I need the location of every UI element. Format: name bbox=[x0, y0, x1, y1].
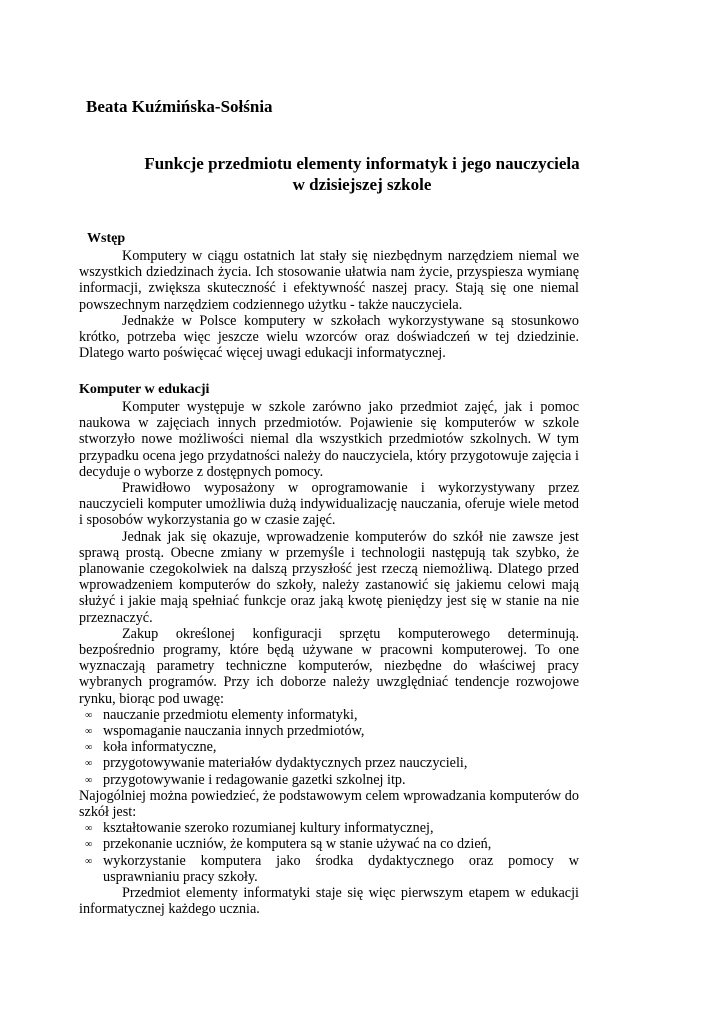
list-item: ∞ przygotowywanie materiałów dydaktycznych przez nauczycieli, bbox=[85, 755, 468, 772]
section-paragraph-2: Prawidłowo wyposażony w oprogramowanie i wykorzystywany przez nauczycieli komputer umożliwia dużą indywidualizację nauczania, oferuje wiele metod i sposobów wykorzystania go w czasie zajęć. bbox=[79, 480, 579, 529]
document-title-line-2: w dzisiejszej szkole bbox=[292, 175, 432, 194]
list-item: ∞ wykorzystanie komputera jako środka dydaktycznego oraz pomocy w usprawnianiu pracy szkoły. bbox=[85, 852, 579, 885]
section-paragraph-1: Komputer występuje w szkole zarówno jako przedmiot zajęć, jak i pomoc naukowa w zajęciach innych przedmiotów. Pojawienie się komputerów w szkole stworzyło nowe możliwości niemal dla wszystkich przedmiotów szkolnych. W tym przypadku ocena jego przydatności należy do nauczyciela, który przygotowuje zajęcia i decyduje o wyborze z dostępnych pomocy. bbox=[79, 399, 579, 480]
author-name: Beata Kuźmińska-Sołśnia bbox=[86, 97, 273, 116]
list-item: ∞ koła informatyczne, bbox=[85, 739, 217, 756]
section-paragraph-5: Najogólniej można powiedzieć, że podstawowym celem wprowadzania komputerów do szkół jest: bbox=[79, 787, 579, 821]
intro-heading: Wstęp bbox=[87, 231, 126, 246]
infinity-bullet-icon: ∞ bbox=[85, 774, 93, 786]
infinity-bullet-icon: ∞ bbox=[85, 726, 93, 738]
infinity-bullet-icon: ∞ bbox=[85, 742, 93, 754]
list-item: ∞ przygotowywanie i redagowanie gazetki szkolnej itp. bbox=[85, 771, 406, 788]
section-heading: Komputer w edukacji bbox=[79, 382, 210, 397]
infinity-bullet-icon: ∞ bbox=[85, 839, 93, 851]
considerations-list bbox=[79, 707, 579, 788]
section-body bbox=[79, 399, 579, 918]
infinity-bullet-icon: ∞ bbox=[85, 758, 93, 770]
intro-body bbox=[79, 248, 579, 361]
intro-paragraph-2: Jednakże w Polsce komputery w szkołach wykorzystywane są stosunkowo krótko, potrzeba więc jeszcze wielu wzorców oraz doświadczeń w tej dziedzinie. Dlatego warto poświęcać więcej uwagi edukacji informatycznej. bbox=[79, 312, 579, 362]
goals-list bbox=[79, 820, 579, 885]
list-item: ∞ przekonanie uczniów, że komputera są w stanie używać na co dzień, bbox=[85, 836, 492, 853]
infinity-bullet-icon: ∞ bbox=[85, 823, 93, 835]
intro-paragraph-1: Komputery w ciągu ostatnich lat stały się niezbędnym narzędziem niemal we wszystkich dziedzinach życia. Ich stosowanie ułatwia nam życie, przyspiesza wymianę informacji, zwiększa skuteczność i efektywność naszej pracy. Stają się one niemal powszechnym narzędziem codziennego użytku - także nauczyciela. bbox=[79, 248, 579, 313]
infinity-bullet-icon: ∞ bbox=[85, 709, 93, 721]
list-item: ∞ kształtowanie szeroko rozumianej kultury informatycznej, bbox=[85, 820, 434, 837]
section-paragraph-6: Przedmiot elementy informatyki staje się więc pierwszym etapem w edukacji informatycznej każdego ucznia. bbox=[79, 885, 579, 918]
list-item: ∞ nauczanie przedmiotu elementy informatyki, bbox=[85, 706, 358, 723]
section-paragraph-3: Jednak jak się okazuje, wprowadzenie komputerów do szkół nie zawsze jest sprawą prostą. Obecne zmiany w przemyśle i technologii następują tak szybko, że planowanie czegokolwiek na dalszą przyszłość jest rzeczą niemożliwą. Dlatego przed wprowadzeniem komputerów do szkoły, należy zastanowić się jakiemu celowi mają służyć i jakie mają spełniać funkcje oraz jaką kwotę pieniędzy jest się w stanie na nie przeznaczyć. bbox=[79, 528, 579, 626]
document-title-line-1: Funkcje przedmiotu elementy informatyk i jego nauczyciela bbox=[144, 154, 580, 173]
list-item: ∞ wspomaganie nauczania innych przedmiotów, bbox=[85, 723, 365, 740]
infinity-bullet-icon: ∞ bbox=[85, 855, 93, 867]
section-paragraph-4: Zakup określonej konfiguracji sprzętu komputerowego determinują. bezpośrednio programy, które będą używane w pracowni komputerowej. To one wyznaczają parametry techniczne komputerów, niezbędne do właściwej pracy wybranych programów. Przy ich doborze należy uwzględniać tendencje rozwojowe rynku, biorąc pod uwagę: bbox=[79, 625, 579, 707]
